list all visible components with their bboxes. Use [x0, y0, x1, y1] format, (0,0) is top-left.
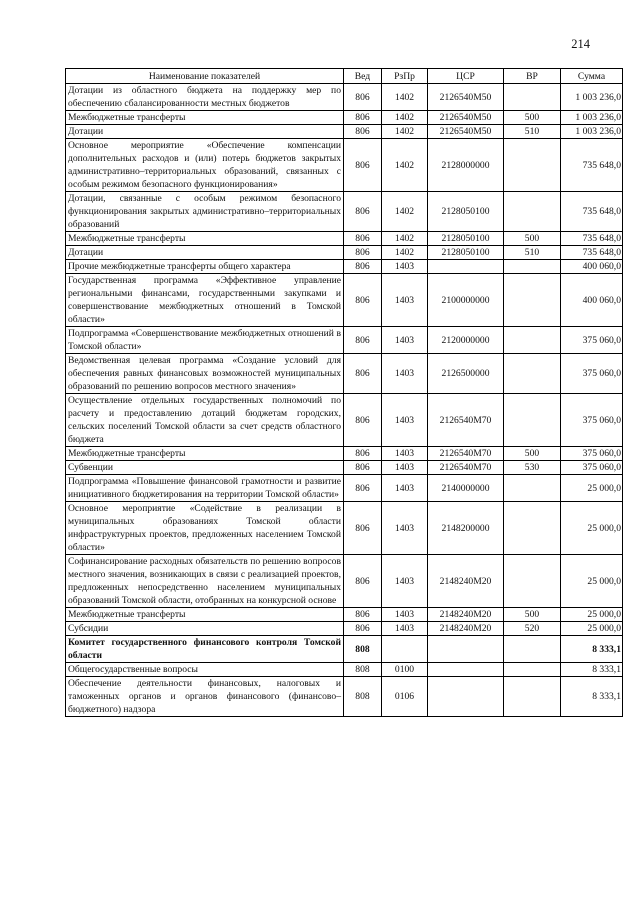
- cell-rzpr: 1402: [382, 84, 428, 111]
- cell-name: Межбюджетные трансферты: [66, 232, 344, 246]
- cell-csr: 2148200000: [428, 502, 504, 555]
- cell-csr: 2126540M70: [428, 447, 504, 461]
- cell-vr: 510: [504, 125, 561, 139]
- cell-name: Субсидии: [66, 622, 344, 636]
- table-row: [66, 232, 623, 246]
- table-row: [66, 636, 623, 663]
- cell-vr: [504, 663, 561, 677]
- cell-csr: 2128050100: [428, 246, 504, 260]
- table-row: [66, 608, 623, 622]
- cell-vr: [504, 502, 561, 555]
- cell-ved: 806: [344, 327, 382, 354]
- table-row: [66, 475, 623, 502]
- page-number: 214: [571, 37, 590, 51]
- cell-rzpr: 1403: [382, 447, 428, 461]
- cell-ved: 806: [344, 139, 382, 192]
- cell-ved: 806: [344, 125, 382, 139]
- cell-name: Софинансирование расходных обязательств по решению вопросов местного значения, возникающих в связи с реализацией проектов, предложенных непосредственно населением муниципальных образований Томской области, отобранных на конкурсной основе: [66, 555, 344, 608]
- table-row: [66, 555, 623, 608]
- cell-csr: 2100000000: [428, 274, 504, 327]
- header-vr: ВР: [504, 69, 561, 84]
- table-row: [66, 246, 623, 260]
- cell-sum: 25 000,0: [561, 555, 623, 608]
- cell-sum: 25 000,0: [561, 608, 623, 622]
- table-header-row: [66, 69, 623, 84]
- cell-ved: 806: [344, 394, 382, 447]
- cell-rzpr: 1403: [382, 622, 428, 636]
- cell-csr: 2126500000: [428, 354, 504, 394]
- cell-ved: 806: [344, 622, 382, 636]
- cell-csr: [428, 663, 504, 677]
- cell-name: Дотации, связанные с особым режимом безопасного функционирования закрытых административно–территориальных образований: [66, 192, 344, 232]
- cell-rzpr: 1403: [382, 274, 428, 327]
- cell-sum: 735 648,0: [561, 139, 623, 192]
- cell-csr: 2140000000: [428, 475, 504, 502]
- table-row: [66, 622, 623, 636]
- cell-csr: 2128000000: [428, 139, 504, 192]
- cell-name: Общегосударственные вопросы: [66, 663, 344, 677]
- cell-ved: 806: [344, 192, 382, 232]
- table-row: [66, 461, 623, 475]
- cell-rzpr: 1402: [382, 139, 428, 192]
- cell-csr: [428, 636, 504, 663]
- header-csr: ЦСР: [428, 69, 504, 84]
- table-row: [66, 663, 623, 677]
- cell-sum: 735 648,0: [561, 246, 623, 260]
- cell-csr: [428, 260, 504, 274]
- cell-rzpr: [382, 636, 428, 663]
- cell-ved: 806: [344, 84, 382, 111]
- cell-vr: [504, 139, 561, 192]
- cell-name: Дотации: [66, 125, 344, 139]
- cell-ved: 808: [344, 636, 382, 663]
- cell-rzpr: 1403: [382, 461, 428, 475]
- cell-csr: 2120000000: [428, 327, 504, 354]
- cell-vr: 500: [504, 447, 561, 461]
- table-row: [66, 192, 623, 232]
- cell-name: Межбюджетные трансферты: [66, 608, 344, 622]
- cell-name: Осуществление отдельных государственных полномочий по расчету и предоставлению дотаций бюджетам городских, сельских поселений Томской области за счет средств областного бюджета: [66, 394, 344, 447]
- cell-rzpr: 1402: [382, 246, 428, 260]
- cell-name: Прочие межбюджетные трансферты общего характера: [66, 260, 344, 274]
- cell-name: Дотации: [66, 246, 344, 260]
- cell-rzpr: 0100: [382, 663, 428, 677]
- cell-sum: 8 333,1: [561, 663, 623, 677]
- cell-sum: 1 003 236,0: [561, 84, 623, 111]
- cell-rzpr: 1403: [382, 327, 428, 354]
- cell-rzpr: 1403: [382, 260, 428, 274]
- cell-rzpr: 1402: [382, 125, 428, 139]
- header-ved: Вед: [344, 69, 382, 84]
- cell-name: Основное мероприятие «Обеспечение компенсации дополнительных расходов и (или) потерь бюджетов закрытых административно–территориальных образований, связанных с особым режимом безопасного функционирования»: [66, 139, 344, 192]
- cell-vr: [504, 260, 561, 274]
- cell-ved: 806: [344, 475, 382, 502]
- cell-name: Субвенции: [66, 461, 344, 475]
- cell-csr: 2128050100: [428, 192, 504, 232]
- cell-name: Обеспечение деятельности финансовых, налоговых и таможенных органов и органов финансового (финансово–бюджетного) надзора: [66, 677, 344, 717]
- cell-sum: 8 333,1: [561, 677, 623, 717]
- cell-vr: [504, 636, 561, 663]
- cell-vr: 510: [504, 246, 561, 260]
- cell-ved: 806: [344, 274, 382, 327]
- table-row: [66, 327, 623, 354]
- cell-name: Межбюджетные трансферты: [66, 447, 344, 461]
- cell-ved: 806: [344, 608, 382, 622]
- cell-vr: [504, 274, 561, 327]
- cell-name: Государственная программа «Эффективное управление региональными финансами, государственными закупками и совершенствование межбюджетных отношений в Томской области»: [66, 274, 344, 327]
- cell-rzpr: 1403: [382, 394, 428, 447]
- cell-vr: 530: [504, 461, 561, 475]
- cell-vr: [504, 475, 561, 502]
- table-row: [66, 502, 623, 555]
- cell-csr: 2126540M50: [428, 84, 504, 111]
- cell-name: Межбюджетные трансферты: [66, 111, 344, 125]
- table-row: [66, 139, 623, 192]
- cell-sum: 375 060,0: [561, 394, 623, 447]
- cell-csr: 2126540M50: [428, 111, 504, 125]
- cell-ved: 808: [344, 663, 382, 677]
- cell-sum: 8 333,1: [561, 636, 623, 663]
- cell-rzpr: 1403: [382, 475, 428, 502]
- cell-rzpr: 1403: [382, 555, 428, 608]
- cell-rzpr: 1403: [382, 354, 428, 394]
- cell-sum: 375 060,0: [561, 327, 623, 354]
- cell-ved: 808: [344, 677, 382, 717]
- table-row: [66, 394, 623, 447]
- cell-ved: 806: [344, 447, 382, 461]
- cell-vr: 500: [504, 608, 561, 622]
- table-row: [66, 125, 623, 139]
- table-row: [66, 274, 623, 327]
- cell-name: Комитет государственного финансового контроля Томской области: [66, 636, 344, 663]
- cell-csr: 2126540M70: [428, 461, 504, 475]
- cell-csr: 2126540M70: [428, 394, 504, 447]
- cell-csr: 2148240M20: [428, 555, 504, 608]
- cell-name: Основное мероприятие «Содействие в реализации в муниципальных образованиях Томской области инфраструктурных проектов, предложенных населением Томской области»: [66, 502, 344, 555]
- table-row: [66, 260, 623, 274]
- header-rzpr: РзПр: [382, 69, 428, 84]
- cell-sum: 1 003 236,0: [561, 125, 623, 139]
- cell-sum: 735 648,0: [561, 192, 623, 232]
- cell-vr: [504, 555, 561, 608]
- cell-vr: [504, 192, 561, 232]
- cell-name: Ведомственная целевая программа «Создание условий для обеспечения равных финансовых возможностей муниципальных образований по решению вопросов местного значения»: [66, 354, 344, 394]
- cell-ved: 806: [344, 555, 382, 608]
- cell-vr: [504, 84, 561, 111]
- cell-sum: 400 060,0: [561, 274, 623, 327]
- cell-csr: [428, 677, 504, 717]
- cell-vr: 500: [504, 232, 561, 246]
- cell-vr: 500: [504, 111, 561, 125]
- cell-rzpr: 1402: [382, 111, 428, 125]
- cell-sum: 375 060,0: [561, 461, 623, 475]
- cell-vr: [504, 354, 561, 394]
- cell-rzpr: 1403: [382, 608, 428, 622]
- cell-sum: 25 000,0: [561, 502, 623, 555]
- cell-csr: 2128050100: [428, 232, 504, 246]
- cell-csr: 2148240M20: [428, 622, 504, 636]
- cell-vr: 520: [504, 622, 561, 636]
- cell-ved: 806: [344, 232, 382, 246]
- cell-sum: 1 003 236,0: [561, 111, 623, 125]
- cell-ved: 806: [344, 246, 382, 260]
- cell-vr: [504, 677, 561, 717]
- cell-vr: [504, 327, 561, 354]
- cell-vr: [504, 394, 561, 447]
- cell-rzpr: 0106: [382, 677, 428, 717]
- budget-table: [65, 68, 623, 717]
- cell-rzpr: 1402: [382, 232, 428, 246]
- cell-rzpr: 1403: [382, 502, 428, 555]
- cell-rzpr: 1402: [382, 192, 428, 232]
- cell-csr: 2126540M50: [428, 125, 504, 139]
- cell-ved: 806: [344, 260, 382, 274]
- cell-sum: 25 000,0: [561, 475, 623, 502]
- header-name: Наименование показателей: [66, 69, 344, 84]
- cell-ved: 806: [344, 111, 382, 125]
- cell-sum: 375 060,0: [561, 354, 623, 394]
- cell-ved: 806: [344, 354, 382, 394]
- cell-sum: 735 648,0: [561, 232, 623, 246]
- header-sum: Сумма: [561, 69, 623, 84]
- cell-sum: 25 000,0: [561, 622, 623, 636]
- cell-csr: 2148240M20: [428, 608, 504, 622]
- table-row: [66, 354, 623, 394]
- table-row: [66, 447, 623, 461]
- cell-sum: 400 060,0: [561, 260, 623, 274]
- table-row: [66, 84, 623, 111]
- cell-sum: 375 060,0: [561, 447, 623, 461]
- table-row: [66, 111, 623, 125]
- cell-ved: 806: [344, 502, 382, 555]
- cell-ved: 806: [344, 461, 382, 475]
- cell-name: Подпрограмма «Повышение финансовой грамотности и развитие инициативного бюджетирования на территории Томской области»: [66, 475, 344, 502]
- table-row: [66, 677, 623, 717]
- cell-name: Подпрограмма «Совершенствование межбюджетных отношений в Томской области»: [66, 327, 344, 354]
- cell-name: Дотации из областного бюджета на поддержку мер по обеспечению сбалансированности местных бюджетов: [66, 84, 344, 111]
